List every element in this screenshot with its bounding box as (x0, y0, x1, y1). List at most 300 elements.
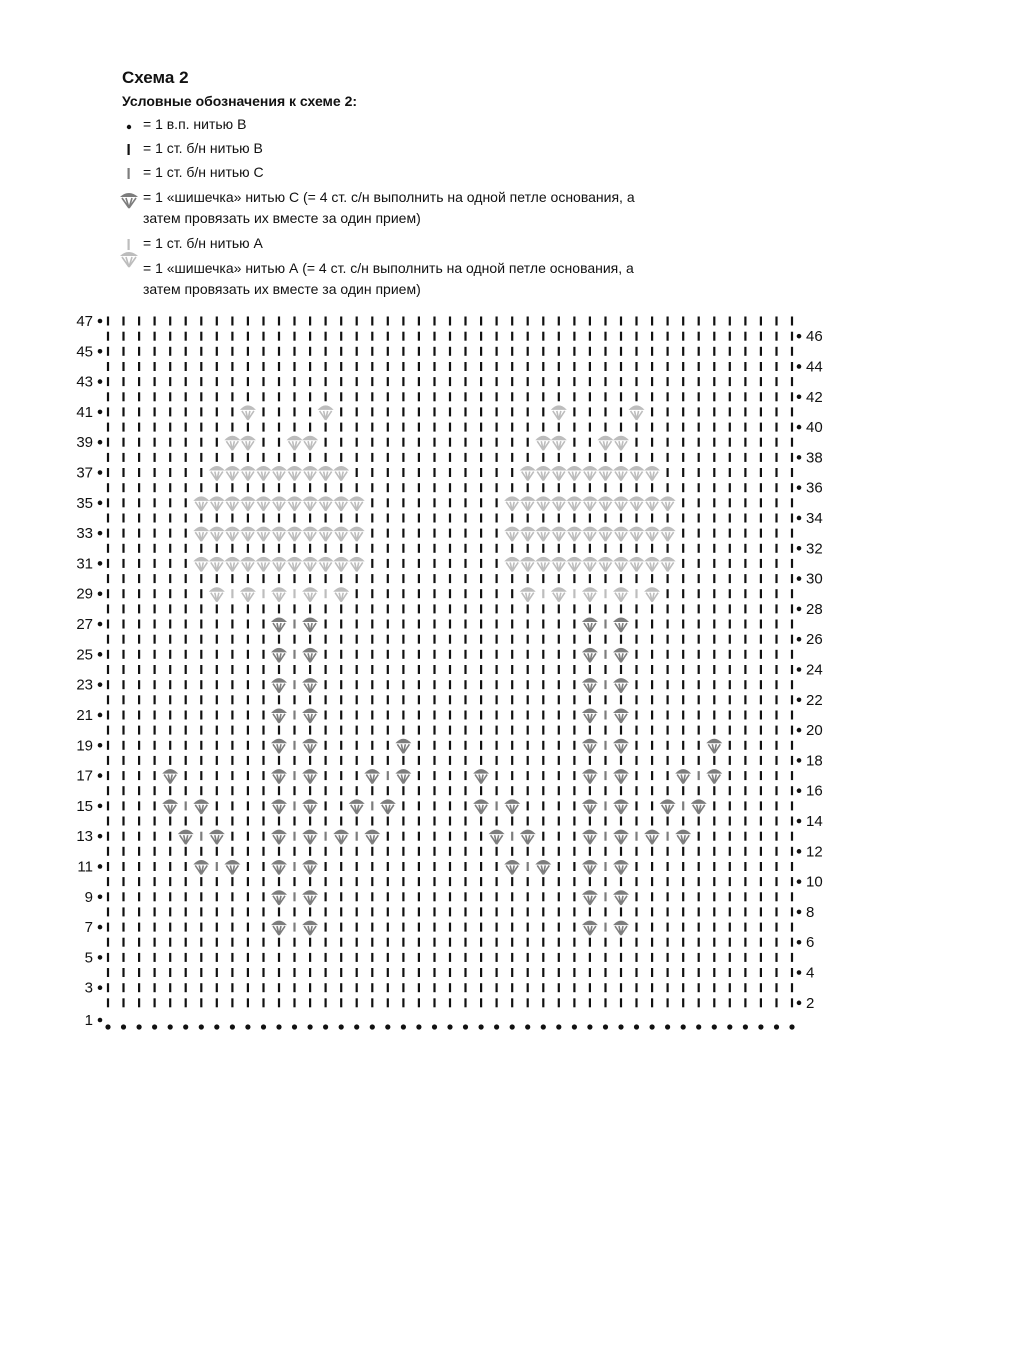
turning-chain-dot (98, 379, 103, 384)
single-crochet-stitch (356, 953, 358, 962)
single-crochet-stitch (231, 604, 233, 613)
single-crochet-stitch (356, 938, 358, 947)
single-crochet-stitch (154, 968, 156, 977)
row-label-left: 7 (84, 919, 93, 937)
single-crochet-stitch (791, 392, 793, 401)
single-crochet-stitch (402, 650, 404, 659)
bobble-stitch (566, 557, 582, 562)
bobble-stitch (473, 769, 489, 774)
single-crochet-stitch (387, 786, 389, 795)
single-crochet-stitch (293, 377, 295, 386)
bobble-stitch (566, 496, 582, 501)
legend-text: = 1 «шишечка» нитью А (= 4 ст. с/н выполнить на одной петле основания, а (143, 260, 634, 276)
single-crochet-stitch (604, 604, 606, 613)
single-crochet-stitch (449, 498, 451, 507)
single-crochet-stitch (480, 635, 482, 644)
single-crochet-stitch (604, 877, 606, 886)
single-crochet-stitch (558, 832, 560, 841)
single-crochet-stitch (402, 362, 404, 371)
single-crochet-stitch (589, 483, 591, 492)
single-crochet-stitch (496, 544, 498, 553)
single-crochet-stitch (433, 407, 435, 416)
single-crochet-stitch (542, 589, 544, 598)
single-crochet-stitch (698, 756, 700, 765)
single-crochet-stitch (325, 392, 327, 401)
single-crochet-stitch (542, 801, 544, 810)
single-crochet-stitch (713, 544, 715, 553)
single-crochet-stitch (558, 847, 560, 856)
single-crochet-stitch (698, 559, 700, 568)
single-crochet-stitch (760, 377, 762, 386)
single-crochet-stitch (418, 362, 420, 371)
single-crochet-stitch (231, 726, 233, 735)
single-crochet-stitch (340, 635, 342, 644)
single-crochet-stitch (402, 817, 404, 826)
bobble-stitch (613, 436, 629, 441)
single-crochet-stitch (573, 377, 575, 386)
bobble-stitch (271, 648, 287, 653)
bobble-stitch-legs (257, 472, 269, 481)
row-label-left: 35 (76, 494, 93, 512)
single-crochet-stitch (247, 604, 249, 613)
single-crochet-stitch (496, 438, 498, 447)
single-crochet-stitch (744, 438, 746, 447)
single-crochet-stitch (651, 514, 653, 523)
single-crochet-stitch (387, 907, 389, 916)
single-crochet-stitch (371, 620, 373, 629)
single-crochet-stitch (604, 317, 606, 326)
single-crochet-stitch (356, 847, 358, 856)
single-crochet-stitch (247, 650, 249, 659)
single-crochet-stitch (122, 877, 124, 886)
chain-stitch (370, 1024, 375, 1029)
single-crochet-stitch (371, 529, 373, 538)
single-crochet-stitch (729, 862, 731, 871)
single-crochet-stitch (635, 695, 637, 704)
single-crochet-stitch (185, 695, 187, 704)
single-crochet-stitch (433, 514, 435, 523)
bobble-stitch (178, 830, 194, 835)
single-crochet-stitch (154, 892, 156, 901)
single-crochet-stitch (604, 680, 606, 689)
single-crochet-stitch (635, 438, 637, 447)
bobble-stitch (644, 496, 660, 501)
single-crochet-stitch (682, 817, 684, 826)
bobble-stitch (520, 496, 536, 501)
single-crochet-stitch (791, 711, 793, 720)
bobble-stitch-legs (242, 441, 254, 450)
single-crochet-stitch (293, 332, 295, 341)
single-crochet-stitch (433, 620, 435, 629)
bobble-stitch (629, 466, 645, 471)
single-crochet-stitch (262, 695, 264, 704)
single-crochet-stitch (620, 574, 622, 583)
single-crochet-stitch (464, 771, 466, 780)
single-crochet-stitch (371, 423, 373, 432)
bobble-stitch (209, 557, 225, 562)
single-crochet-stitch (542, 514, 544, 523)
turning-chain-dot (98, 804, 103, 809)
row-label-right: 4 (806, 964, 815, 982)
single-crochet-stitch (262, 377, 264, 386)
single-crochet-stitch (480, 392, 482, 401)
single-crochet-stitch (729, 726, 731, 735)
single-crochet-stitch (620, 953, 622, 962)
single-crochet-stitch (651, 711, 653, 720)
single-crochet-stitch (371, 332, 373, 341)
single-crochet-stitch (464, 635, 466, 644)
single-crochet-stitch (278, 756, 280, 765)
turning-chain-dot (98, 955, 103, 960)
single-crochet-stitch (293, 756, 295, 765)
single-crochet-stitch (356, 514, 358, 523)
bobble-stitch (349, 527, 365, 532)
bobble-stitch-legs (304, 744, 316, 753)
single-crochet-stitch (325, 544, 327, 553)
single-crochet-stitch (527, 968, 529, 977)
single-crochet-stitch (387, 771, 389, 780)
single-crochet-stitch (698, 423, 700, 432)
single-crochet-stitch (247, 453, 249, 462)
single-crochet-stitch (356, 438, 358, 447)
row-label-right: 18 (806, 752, 823, 770)
single-crochet-stitch (433, 498, 435, 507)
single-crochet-stitch (542, 347, 544, 356)
single-crochet-stitch (340, 938, 342, 947)
single-crochet-stitch (698, 589, 700, 598)
single-crochet-stitch (169, 317, 171, 326)
single-crochet-stitch (169, 832, 171, 841)
single-crochet-stitch (169, 968, 171, 977)
single-crochet-stitch (558, 771, 560, 780)
single-crochet-stitch (713, 680, 715, 689)
single-crochet-stitch (573, 847, 575, 856)
turning-chain-dot (98, 894, 103, 899)
single-crochet-stitch (340, 665, 342, 674)
single-crochet-stitch (527, 847, 529, 856)
single-crochet-stitch (107, 574, 109, 583)
single-crochet-stitch (635, 574, 637, 583)
single-crochet-stitch (635, 953, 637, 962)
single-crochet-stitch (729, 832, 731, 841)
single-crochet-stitch (309, 983, 311, 992)
single-crochet-stitch (698, 529, 700, 538)
single-crochet-stitch (418, 907, 420, 916)
single-crochet-stitch (558, 938, 560, 947)
single-crochet-stitch (231, 938, 233, 947)
single-crochet-stitch (511, 998, 513, 1007)
single-crochet-stitch (573, 741, 575, 750)
bobble-stitch-legs (584, 896, 596, 905)
single-crochet-stitch (387, 347, 389, 356)
single-crochet-stitch (262, 317, 264, 326)
bobble-stitch-legs (568, 562, 580, 571)
single-crochet-stitch (154, 483, 156, 492)
single-crochet-stitch (200, 483, 202, 492)
single-crochet-stitch (402, 453, 404, 462)
bobble-stitch-legs (553, 411, 565, 420)
single-crochet-stitch (698, 650, 700, 659)
single-crochet-stitch (371, 544, 373, 553)
single-crochet-stitch (449, 832, 451, 841)
single-crochet-stitch (651, 665, 653, 674)
single-crochet-stitch (698, 892, 700, 901)
single-crochet-stitch (356, 620, 358, 629)
turning-chain-dot (797, 455, 802, 460)
single-crochet-stitch (542, 892, 544, 901)
single-crochet-stitch (791, 529, 793, 538)
single-crochet-stitch (713, 923, 715, 932)
single-crochet-stitch (138, 559, 140, 568)
single-crochet-stitch (433, 650, 435, 659)
single-crochet-stitch (122, 453, 124, 462)
single-crochet-stitch (433, 362, 435, 371)
single-crochet-stitch (744, 392, 746, 401)
single-crochet-stitch (402, 347, 404, 356)
chain-stitch (572, 1024, 577, 1029)
bobble-stitch-legs (662, 805, 674, 814)
single-crochet-stitch (293, 877, 295, 886)
single-crochet-stitch (713, 998, 715, 1007)
single-crochet-stitch (744, 574, 746, 583)
bobble-stitch-legs (211, 502, 223, 511)
single-crochet-stitch (604, 938, 606, 947)
single-crochet-stitch (433, 786, 435, 795)
bobble-stitch (613, 527, 629, 532)
bobble-stitch (660, 527, 676, 532)
single-crochet-stitch (449, 923, 451, 932)
single-crochet-stitch (122, 498, 124, 507)
bobble-stitch-legs (273, 623, 285, 632)
single-crochet-stitch (527, 741, 529, 750)
turning-chain-dot (797, 425, 802, 430)
single-crochet-stitch (496, 983, 498, 992)
single-crochet-stitch (216, 347, 218, 356)
single-crochet-stitch (418, 347, 420, 356)
single-crochet-stitch (682, 665, 684, 674)
single-crochet-stitch (340, 862, 342, 871)
single-crochet-stitch (185, 786, 187, 795)
single-crochet-stitch (667, 604, 669, 613)
single-crochet-stitch (542, 362, 544, 371)
single-crochet-stitch (433, 862, 435, 871)
single-crochet-stitch (449, 483, 451, 492)
bobble-stitch-legs (553, 593, 565, 602)
single-crochet-stitch (387, 468, 389, 477)
single-crochet-stitch (262, 801, 264, 810)
bobble-stitch (395, 769, 411, 774)
single-crochet-stitch (791, 317, 793, 326)
bobble-stitch-legs (537, 502, 549, 511)
turning-chain-dot (797, 576, 802, 581)
single-crochet-stitch (418, 559, 420, 568)
single-crochet-stitch (418, 968, 420, 977)
single-crochet-stitch (449, 377, 451, 386)
single-crochet-stitch (573, 620, 575, 629)
single-crochet-stitch (604, 756, 606, 765)
single-crochet-stitch (107, 407, 109, 416)
bobble-stitch-legs (320, 532, 332, 541)
single-crochet-stitch (107, 362, 109, 371)
single-crochet-stitch (433, 998, 435, 1007)
bobble-stitch-legs (553, 502, 565, 511)
single-crochet-stitch (760, 923, 762, 932)
single-crochet-stitch (154, 847, 156, 856)
single-crochet-stitch (216, 680, 218, 689)
chain-stitch (339, 1024, 344, 1029)
single-crochet-stitch (635, 817, 637, 826)
single-crochet-stitch (667, 938, 669, 947)
bobble-stitch (302, 799, 318, 804)
single-crochet-stitch (698, 938, 700, 947)
single-crochet-stitch (682, 559, 684, 568)
single-crochet-stitch (573, 604, 575, 613)
single-crochet-stitch (791, 559, 793, 568)
single-crochet-stitch (138, 726, 140, 735)
bobble-stitch-legs (615, 805, 627, 814)
bobble-stitch (193, 860, 209, 865)
single-crochet-stitch (185, 650, 187, 659)
single-crochet-stitch (713, 620, 715, 629)
single-crochet-stitch (247, 907, 249, 916)
bobble-stitch-legs (631, 411, 643, 420)
bobble-stitch-legs (584, 562, 596, 571)
single-crochet-stitch (402, 332, 404, 341)
single-crochet-stitch (169, 938, 171, 947)
single-crochet-stitch (231, 620, 233, 629)
single-crochet-stitch (325, 983, 327, 992)
single-crochet-stitch (216, 786, 218, 795)
single-crochet-stitch (247, 574, 249, 583)
single-crochet-stitch (744, 938, 746, 947)
single-crochet-stitch (154, 377, 156, 386)
single-crochet-stitch (231, 377, 233, 386)
single-crochet-stitch (729, 983, 731, 992)
single-crochet-stitch (387, 362, 389, 371)
single-crochet-stitch (200, 817, 202, 826)
single-crochet-stitch (698, 907, 700, 916)
single-crochet-stitch (402, 392, 404, 401)
single-crochet-stitch (262, 392, 264, 401)
single-crochet-stitch (775, 817, 777, 826)
bobble-stitch-legs (522, 835, 534, 844)
single-crochet-stitch (200, 892, 202, 901)
single-crochet-stitch (651, 862, 653, 871)
turning-chain-dot (797, 637, 802, 642)
single-crochet-stitch (651, 983, 653, 992)
single-crochet-stitch (122, 756, 124, 765)
single-crochet-stitch (791, 468, 793, 477)
bobble-stitch (520, 587, 536, 592)
single-crochet-stitch (791, 589, 793, 598)
single-crochet-stitch (402, 907, 404, 916)
single-crochet-stitch (775, 377, 777, 386)
single-crochet-stitch (449, 665, 451, 674)
turning-chain-dot (98, 864, 103, 869)
single-crochet-stitch (635, 726, 637, 735)
bobble-stitch (582, 921, 598, 926)
single-crochet-stitch (511, 923, 513, 932)
single-crochet-stitch (698, 726, 700, 735)
single-crochet-stitch (418, 695, 420, 704)
bobble-stitch-legs (599, 472, 611, 481)
single-crochet-stitch (604, 953, 606, 962)
single-crochet-stitch (604, 786, 606, 795)
bobble-stitch-legs (553, 532, 565, 541)
single-crochet-stitch (698, 453, 700, 462)
bobble-stitch (209, 466, 225, 471)
single-crochet-stitch (387, 756, 389, 765)
single-crochet-stitch (387, 923, 389, 932)
single-crochet-stitch (200, 832, 202, 841)
single-crochet-stitch (464, 711, 466, 720)
single-crochet-stitch (635, 862, 637, 871)
single-crochet-stitch (216, 862, 218, 871)
single-crochet-stitch (418, 817, 420, 826)
single-crochet-stitch (682, 756, 684, 765)
single-crochet-stitch (169, 665, 171, 674)
single-crochet-stitch (573, 953, 575, 962)
single-crochet-stitch (122, 438, 124, 447)
single-crochet-stitch (402, 635, 404, 644)
single-crochet-stitch (573, 771, 575, 780)
bobble-stitch (318, 405, 334, 410)
bobble-stitch-legs (211, 532, 223, 541)
single-crochet-stitch (154, 907, 156, 916)
single-crochet-stitch (216, 665, 218, 674)
single-crochet-stitch (744, 847, 746, 856)
chain-stitch (510, 1024, 515, 1029)
single-crochet-stitch (527, 423, 529, 432)
row-label-left: 1 (84, 1012, 93, 1029)
bobble-stitch-legs (351, 562, 363, 571)
single-crochet-stitch (387, 604, 389, 613)
single-crochet-stitch (651, 923, 653, 932)
single-crochet-stitch (464, 892, 466, 901)
single-crochet-stitch (309, 453, 311, 462)
bobble-stitch-legs (273, 805, 285, 814)
single-crochet-stitch (729, 332, 731, 341)
single-crochet-stitch (542, 620, 544, 629)
single-crochet-stitch (449, 347, 451, 356)
single-crochet-stitch (262, 332, 264, 341)
single-crochet-stitch (122, 953, 124, 962)
single-crochet-stitch (589, 453, 591, 462)
single-crochet-stitch (138, 392, 140, 401)
single-crochet-stitch (760, 892, 762, 901)
bobble-stitch-legs (273, 502, 285, 511)
bobble-stitch (287, 436, 303, 441)
single-crochet-stitch (340, 362, 342, 371)
bobble-stitch-legs (335, 472, 347, 481)
single-crochet-stitch (558, 317, 560, 326)
single-crochet-stitch (293, 771, 295, 780)
bobble-stitch-legs (211, 472, 223, 481)
bobble-stitch (613, 921, 629, 926)
single-crochet-stitch (278, 574, 280, 583)
single-crochet-stitch (107, 589, 109, 598)
single-crochet-stitch (527, 407, 529, 416)
single-crochet-stitch (200, 620, 202, 629)
single-crochet-stitch (169, 862, 171, 871)
single-crochet-stitch (589, 362, 591, 371)
bobble-stitch-legs (226, 441, 238, 450)
single-crochet-stitch (760, 423, 762, 432)
single-crochet-stitch (713, 635, 715, 644)
single-crochet-stitch (216, 968, 218, 977)
single-crochet-stitch (216, 695, 218, 704)
single-crochet-stitch (262, 665, 264, 674)
